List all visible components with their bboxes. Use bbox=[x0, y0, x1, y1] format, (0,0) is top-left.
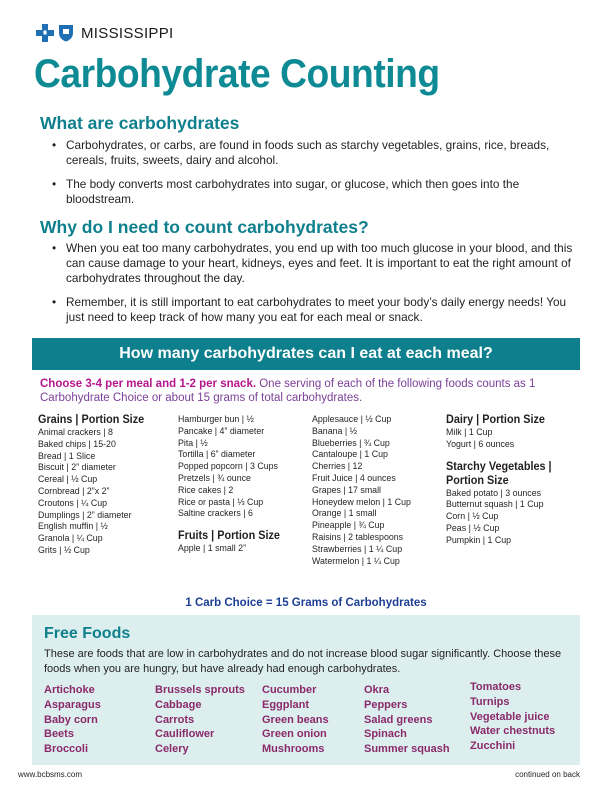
section-what-bullets bbox=[52, 138, 577, 216]
free-foods-column bbox=[155, 683, 245, 757]
food-item: Blueberries | ¾ Cup bbox=[312, 437, 390, 449]
grains-heading: Grains | Portion Size bbox=[38, 412, 145, 426]
section-why-bullets bbox=[52, 241, 577, 334]
food-item: Pineapple | ¾ Cup bbox=[312, 520, 385, 532]
free-food-item: Green onion bbox=[262, 728, 327, 741]
free-foods-column bbox=[364, 683, 450, 757]
food-item: Peas | ½ Cup bbox=[446, 522, 500, 534]
free-food-item: Broccoli bbox=[44, 743, 89, 756]
food-item: Raisins | 2 tablespoons bbox=[312, 531, 404, 543]
fruits-column bbox=[312, 414, 411, 567]
food-item: Baked potato | 3 ounces bbox=[446, 487, 542, 499]
meal-banner bbox=[32, 338, 580, 370]
food-item: Banana | ½ bbox=[312, 425, 357, 437]
food-item: Watermelon | 1 ¼ Cup bbox=[312, 555, 400, 567]
free-food-item: Vegetable juice bbox=[470, 710, 550, 723]
bullet-item: • Remember, it is still important to eat carbohydrates to meet your body’s daily energy needs! You just need to keep track of how many you eat for each meal or snack. bbox=[52, 295, 577, 325]
bcbs-logo bbox=[36, 24, 174, 42]
food-item: Corn | ½ Cup bbox=[446, 511, 499, 523]
free-food-item: Salad greens bbox=[364, 713, 433, 726]
food-item: Milk | 1 Cup bbox=[446, 427, 493, 438]
free-food-item: Baby corn bbox=[44, 713, 98, 726]
food-item: Cantaloupe | 1 Cup bbox=[312, 449, 388, 461]
food-item: Rice cakes | 2 bbox=[178, 484, 234, 496]
portion-intro bbox=[40, 377, 575, 405]
free-foods-column bbox=[262, 683, 329, 757]
free-food-item: Water chestnuts bbox=[470, 725, 556, 738]
food-item: Orange | 1 small bbox=[312, 508, 377, 520]
food-item: Pretzels | ¾ ounce bbox=[178, 472, 251, 484]
free-foods-heading: Free Foods bbox=[44, 625, 131, 642]
free-food-item: Summer squash bbox=[364, 743, 450, 756]
food-item: Pumpkin | 1 Cup bbox=[446, 534, 512, 546]
food-item: Honeydew melon | 1 Cup bbox=[312, 496, 411, 508]
carb-equivalence: 1 Carb Choice = 15 Grams of Carbohydrates bbox=[185, 597, 427, 609]
food-item: Apple | 1 small 2” bbox=[178, 543, 247, 555]
shield-icon bbox=[58, 24, 74, 42]
grains-column bbox=[38, 412, 144, 557]
footer-continued: continued on back bbox=[515, 770, 580, 779]
food-item: Yogurt | 6 ounces bbox=[446, 438, 515, 450]
free-food-item: Spinach bbox=[364, 728, 407, 741]
free-foods-panel bbox=[32, 615, 580, 765]
food-item: Applesauce | ½ Cup bbox=[312, 414, 392, 425]
logo-state-name: MISSISSIPPI bbox=[81, 24, 174, 42]
cross-icon bbox=[36, 24, 54, 42]
free-food-item: Celery bbox=[155, 743, 189, 756]
free-food-item: Mushrooms bbox=[262, 743, 325, 756]
meal-banner-text: How many carbohydrates can I eat at each meal? bbox=[119, 345, 493, 362]
bullet-item: • When you eat too many carbohydrates, you end up with too much glucose in your blood, and this can cause damage to your heart, kidneys, eyes and feet. It is important to eat the right amount of carbohydrates throughout the day. bbox=[52, 241, 577, 286]
free-food-item: Cauliflower bbox=[155, 728, 215, 741]
free-foods-description: These are foods that are low in carbohydrates and do not increase blood sugar significantly. Choose these foods when you are hungry, but have already had enough carbohydrates. bbox=[44, 648, 562, 675]
food-item: Rice or pasta | ⅓ Cup bbox=[178, 496, 264, 508]
page-title: Carbohydrate Counting bbox=[34, 52, 440, 96]
free-food-item: Turnips bbox=[470, 695, 510, 708]
dairy-starch-column bbox=[446, 412, 584, 547]
food-item: Pancake | 4” diameter bbox=[178, 425, 265, 437]
food-item: Animal crackers | 8 bbox=[38, 427, 113, 438]
food-item: Fruit Juice | 4 ounces bbox=[312, 472, 396, 484]
food-item: Grits | ½ Cup bbox=[38, 544, 90, 556]
free-food-item: Beets bbox=[44, 728, 74, 741]
food-item: Cornbread | 2”x 2” bbox=[38, 485, 110, 497]
food-item: Croutons | ¼ Cup bbox=[38, 497, 108, 509]
free-food-item: Carrots bbox=[155, 713, 195, 726]
grains-fruits-column bbox=[178, 414, 280, 555]
dairy-heading: Dairy | Portion Size bbox=[446, 412, 545, 426]
free-food-item: Okra bbox=[364, 684, 390, 696]
food-item: Hamburger bun | ½ bbox=[178, 414, 254, 425]
starchy-vegetables-heading: Starchy Vegetables | Portion Size bbox=[446, 458, 552, 487]
free-food-item: Artichoke bbox=[44, 684, 95, 696]
free-food-item: Green beans bbox=[262, 713, 329, 726]
food-item: Bread | 1 Slice bbox=[38, 450, 96, 462]
free-food-item: Tomatoes bbox=[470, 681, 522, 693]
section-why-heading: Why do I need to count carbohydrates? bbox=[40, 217, 369, 237]
section-what-heading: What are carbohydrates bbox=[40, 113, 240, 133]
food-item: Strawberries | 1 ¼ Cup bbox=[312, 543, 403, 555]
food-item: Pita | ½ bbox=[178, 437, 208, 449]
free-foods-column bbox=[44, 683, 101, 757]
food-item: Butternut squash | 1 Cup bbox=[446, 499, 544, 511]
food-item: Grapes | 17 small bbox=[312, 484, 382, 496]
food-item: Baked chips | 15-20 bbox=[38, 438, 116, 450]
free-food-item: Cucumber bbox=[262, 684, 317, 696]
bullet-item: • The body converts most carbohydrates into sugar, or glucose, which then goes into the bloodstream. bbox=[52, 177, 577, 207]
food-item: Cherries | 12 bbox=[312, 461, 363, 473]
footer-website: www.bcbsms.com bbox=[18, 770, 83, 779]
free-foods-column bbox=[470, 680, 555, 754]
food-item: English muffin | ½ bbox=[38, 521, 108, 533]
free-food-item: Brussels sprouts bbox=[155, 684, 245, 696]
food-item: Cereal | ½ Cup bbox=[38, 474, 98, 486]
free-food-item: Eggplant bbox=[262, 698, 310, 711]
fruits-heading: Fruits | Portion Size bbox=[178, 528, 280, 543]
free-food-item: Cabbage bbox=[155, 698, 202, 711]
food-item: Biscuit | 2” diameter bbox=[38, 462, 116, 474]
free-food-item: Zucchini bbox=[470, 740, 516, 753]
food-item: Saltine crackers | 6 bbox=[178, 508, 253, 520]
portion-intro-rest: One serving of each of the following foods counts as 1 Carbohydrate Choice or about 15 grams of total carbohydrates. bbox=[40, 378, 536, 404]
free-food-item: Asparagus bbox=[44, 698, 101, 711]
portion-intro-bold: Choose 3-4 per meal and 1-2 per snack. bbox=[40, 378, 257, 390]
free-food-item: Peppers bbox=[364, 698, 408, 711]
food-item: Popped popcorn | 3 Cups bbox=[178, 461, 278, 473]
food-item: Tortilla | 6” diameter bbox=[178, 449, 256, 461]
bullet-item: • Carbohydrates, or carbs, are found in foods such as starchy vegetables, grains, rice, breads, cereals, fruits, sweets, dairy and alcohol. bbox=[52, 138, 577, 168]
food-item: Granola | ¼ Cup bbox=[38, 533, 103, 545]
food-item: Dumplings | 2” diameter bbox=[38, 509, 132, 521]
